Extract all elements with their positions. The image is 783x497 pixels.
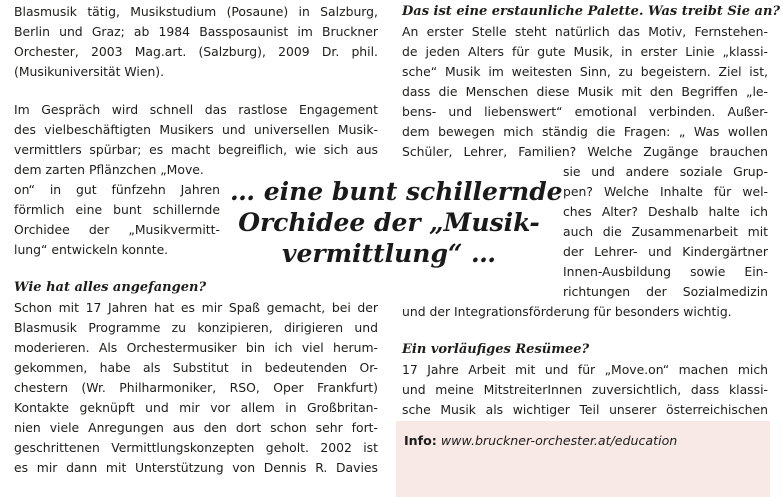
- left-p2-line-5: on“ in gut fünfzehn Jahren: [14, 182, 220, 197]
- left-p2-line-8: lung“ entwickeln konnte.: [14, 242, 169, 257]
- right-p1-line-1: An erster Stelle steht natürlich das Motiv, Fernstehen-: [402, 24, 768, 39]
- right-p1-line-4: dass die Menschen diese Musik mit den Begriffen „le-: [402, 84, 768, 99]
- left-p2-line-4: dem zarten Pflänzchen „Move.: [14, 162, 204, 177]
- left-p3-line-3: moderieren. Als Orchestermusiker bin ich viel herum-: [14, 340, 378, 355]
- left-p1-line-2: Berlin und Graz; ab 1984 Bassposaunist im Bruckner: [14, 24, 378, 39]
- info-link[interactable]: www.bruckner-orchester.at/education: [440, 433, 678, 448]
- right-p1-line-9: pen? Welche Inhalte für wel-: [563, 184, 768, 199]
- left-p2-line-6: förmlich eine bunt schillernde: [14, 202, 220, 217]
- left-p3-line-1: Schon mit 17 Jahren hat es mir Spaß gemacht, bei der: [14, 300, 378, 315]
- left-p2-line-2: des vielbeschäftigten Musikers und universellen Musik-: [14, 122, 378, 137]
- right-p2-line-3: sche Musik als wichtiger Teil unserer österreichischen: [402, 402, 768, 417]
- right-heading-1: Das ist eine erstaunliche Palette. Was treibt Sie an?: [402, 4, 781, 19]
- left-p1-line-1: Blasmusik tätig, Musikstudium (Posaune) in Salzburg,: [14, 4, 378, 19]
- left-p3-line-8: geschrittenen Vermittlungskonzepten geholt. 2002 ist: [14, 440, 378, 455]
- left-p2-line-3: vermittlers spürbar; es macht begreiflich, wie sich aus: [14, 142, 378, 157]
- left-p2-line-1: Im Gespräch wird schnell das rastlose Engagement: [14, 102, 378, 117]
- right-p1-line-5: bens- und liebenswert“ emotional verbinden. Außer-: [402, 104, 768, 119]
- right-p1-line-14: richtungen der Sozialmedizin: [563, 284, 768, 299]
- right-p1-line-7: Schüler, Lehrer, Familien? Welche Zugänge brauchen: [402, 144, 768, 159]
- pull-quote: [230, 176, 563, 269]
- left-p3-line-9: es mir dann mit Unterstützung von Dennis R. Davies: [14, 460, 378, 475]
- info-line: [404, 433, 677, 448]
- right-p1-line-6: dem bewegen mich ständig die Fragen: „ Was wollen: [402, 124, 768, 139]
- right-p1-line-8: sie und andere soziale Grup-: [563, 164, 768, 179]
- left-p3-line-5: chestern (Wr. Philharmoniker, RSO, Oper Frankfurt): [14, 380, 378, 395]
- right-p1-line-13: Innen-Ausbildung sowie Ein-: [563, 264, 768, 279]
- left-p2-line-7: Orchidee der „Musikvermitt-: [14, 222, 220, 237]
- left-p3-line-6: Kontakte geknüpft und mir vor allem in Großbritan-: [14, 400, 378, 415]
- right-p1-line-3: sche“ Musik im weitesten Sinn, zu begeistern. Ziel ist,: [402, 64, 768, 79]
- left-p1-line-4: (Musikuniversität Wien).: [14, 64, 165, 79]
- right-p2-line-1: 17 Jahre Arbeit mit und für „Move.on“ machen mich: [402, 362, 768, 377]
- right-p1-line-2: de jeden Alters für gute Musik, in erster Linie „klassi-: [402, 44, 768, 59]
- left-p3-line-7: nien viele Anregungen aus den dort schon sehr fort-: [14, 420, 378, 435]
- right-p1-line-15: und der Integrationsförderung für besonders wichtig.: [402, 304, 732, 319]
- left-p1-line-3: Orchester, 2003 Mag.art. (Salzburg), 2009 Dr. phil.: [14, 44, 378, 59]
- info-label: Info:: [404, 433, 437, 448]
- left-heading: Wie hat alles angefangen?: [14, 280, 207, 295]
- right-p1-line-12: der Lehrer- und Kindergärtner: [563, 244, 768, 259]
- right-p1-line-11: auch die Zusammenarbeit mit: [563, 224, 768, 239]
- left-p3-line-2: Blasmusik Programme zu konzipieren, dirigieren und: [14, 320, 378, 335]
- pull-quote-line-3: vermittlung“ …: [281, 239, 497, 268]
- pull-quote-line-2: Orchidee der „Musik-: [238, 208, 540, 237]
- left-p3-line-4: gekommen, habe als Substitut in bedeutenden Or-: [14, 360, 378, 375]
- right-heading-2: Ein vorläufiges Resümee?: [402, 342, 590, 357]
- pull-quote-line-1: … eine bunt schillernde: [230, 177, 563, 206]
- right-p1-line-10: ches Alter? Deshalb halte ich: [563, 204, 768, 219]
- right-p2-line-2: und meine MitstreiterInnen zuversichtlich, dass klassi-: [402, 382, 768, 397]
